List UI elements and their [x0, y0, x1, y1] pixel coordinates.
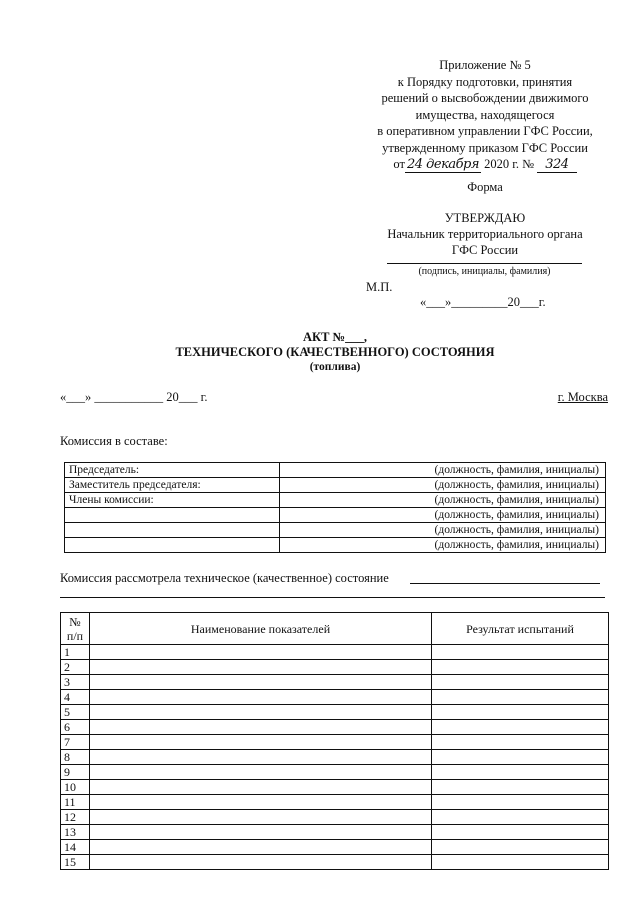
row-number: 2	[61, 660, 90, 675]
table-row	[65, 523, 606, 538]
act-subject: (топлива)	[309, 361, 361, 373]
indicator-name-cell	[90, 735, 432, 750]
row-number: 14	[61, 840, 90, 855]
indicator-name-cell	[90, 720, 432, 735]
row-number: 13	[61, 825, 90, 840]
result-cell	[432, 855, 609, 870]
commission-role	[65, 538, 280, 553]
review-fill-line	[60, 597, 605, 598]
commission-hint: (должность, фамилия, инициалы)	[280, 508, 606, 523]
result-cell	[432, 660, 609, 675]
result-cell	[432, 705, 609, 720]
appendix-header	[360, 57, 610, 174]
indicator-name-cell	[90, 810, 432, 825]
act-title: АКТ №___,	[303, 330, 367, 344]
row-number: 3	[61, 675, 90, 690]
indicator-name-cell	[90, 690, 432, 705]
result-cell	[432, 810, 609, 825]
appendix-title: Приложение № 5	[439, 58, 531, 72]
handwritten-date: 24 декабря	[406, 157, 479, 172]
table-row	[65, 538, 606, 553]
commission-role: Председатель:	[65, 463, 280, 478]
date-prefix: от	[393, 157, 405, 171]
table-row	[61, 645, 609, 660]
appendix-line: утвержденному приказом ГФС России	[382, 140, 588, 155]
table-row	[61, 765, 609, 780]
indicator-name-cell	[90, 855, 432, 870]
table-row	[61, 690, 609, 705]
commission-role: Заместитель председателя:	[65, 478, 280, 493]
column-header-number	[61, 613, 90, 645]
row-number: 7	[61, 735, 90, 750]
signature-hint: (подпись, инициалы, фамилия)	[418, 266, 551, 277]
row-number: 8	[61, 750, 90, 765]
result-cell	[432, 765, 609, 780]
indicator-name-cell	[90, 750, 432, 765]
table-row	[61, 720, 609, 735]
indicators-table	[60, 612, 609, 870]
column-header-number-line: №	[69, 614, 81, 629]
indicator-name-cell	[90, 705, 432, 720]
result-cell	[432, 780, 609, 795]
commission-hint: (должность, фамилия, инициалы)	[280, 523, 606, 538]
row-number: 4	[61, 690, 90, 705]
table-row	[65, 478, 606, 493]
approve-position: Начальник территориального органа	[387, 227, 583, 241]
table-row	[61, 705, 609, 720]
commission-hint: (должность, фамилия, инициалы)	[280, 538, 606, 553]
table-row	[61, 735, 609, 750]
result-cell	[432, 795, 609, 810]
act-date: «___» ___________ 20___ г.	[60, 390, 208, 404]
table-row	[61, 810, 609, 825]
result-cell	[432, 690, 609, 705]
date-year: 2020 г. №	[484, 157, 535, 171]
table-row	[61, 675, 609, 690]
row-number: 10	[61, 780, 90, 795]
result-cell	[432, 720, 609, 735]
row-number: 5	[61, 705, 90, 720]
result-cell	[432, 840, 609, 855]
table-header-row	[61, 613, 609, 645]
indicator-name-cell	[90, 795, 432, 810]
indicator-name-cell	[90, 660, 432, 675]
indicator-name-cell	[90, 840, 432, 855]
indicator-name-cell	[90, 765, 432, 780]
commission-table	[64, 462, 606, 553]
table-row	[61, 840, 609, 855]
table-row	[65, 493, 606, 508]
column-header-number-line: п/п	[66, 628, 84, 643]
appendix-line: в оперативном управлении ГФС России,	[377, 124, 593, 138]
indicator-name-cell	[90, 825, 432, 840]
result-cell	[432, 675, 609, 690]
approval-block	[360, 210, 610, 258]
stamp-label: М.П.	[366, 280, 393, 294]
table-row	[61, 660, 609, 675]
handwritten-number: 324	[537, 157, 576, 173]
table-row	[65, 508, 606, 523]
table-row	[65, 463, 606, 478]
appendix-date-line	[360, 156, 610, 174]
table-row	[61, 825, 609, 840]
form-label: Форма	[467, 180, 503, 194]
result-cell	[432, 825, 609, 840]
table-row	[61, 780, 609, 795]
row-number: 9	[61, 765, 90, 780]
appendix-line: к Порядку подготовки, принятия	[397, 74, 573, 89]
commission-hint: (должность, фамилия, инициалы)	[280, 493, 606, 508]
signature-line	[387, 263, 582, 264]
appendix-line: имущества, находящегося	[415, 107, 555, 122]
row-number: 11	[61, 795, 90, 810]
review-text: Комиссия рассмотрела техническое (качественное) состояние	[60, 571, 389, 585]
review-fill-line	[410, 583, 600, 584]
table-row	[61, 750, 609, 765]
approve-title: УТВЕРЖДАЮ	[444, 211, 526, 225]
indicator-name-cell	[90, 645, 432, 660]
commission-role: Члены комиссии:	[65, 493, 280, 508]
approval-date: «___»_________20___г.	[420, 295, 546, 309]
row-number: 1	[61, 645, 90, 660]
commission-hint: (должность, фамилия, инициалы)	[280, 478, 606, 493]
act-title-block	[60, 330, 610, 375]
result-cell	[432, 750, 609, 765]
act-city: г. Москва	[557, 390, 608, 404]
commission-role	[65, 508, 280, 523]
row-number: 6	[61, 720, 90, 735]
commission-role	[65, 523, 280, 538]
appendix-line: решений о высвобождении движимого	[381, 91, 589, 105]
approve-position: ГФС России	[451, 243, 519, 257]
commission-hint: (должность, фамилия, инициалы)	[280, 463, 606, 478]
result-cell	[432, 735, 609, 750]
column-header-name: Наименование показателей	[90, 613, 432, 645]
table-row	[61, 855, 609, 870]
result-cell	[432, 645, 609, 660]
row-number: 15	[61, 855, 90, 870]
indicator-name-cell	[90, 780, 432, 795]
indicator-name-cell	[90, 675, 432, 690]
row-number: 12	[61, 810, 90, 825]
commission-label: Комиссия в составе:	[60, 434, 168, 448]
table-row	[61, 795, 609, 810]
act-subtitle: ТЕХНИЧЕСКОГО (КАЧЕСТВЕННОГО) СОСТОЯНИЯ	[175, 345, 495, 359]
column-header-result: Результат испытаний	[432, 613, 609, 645]
